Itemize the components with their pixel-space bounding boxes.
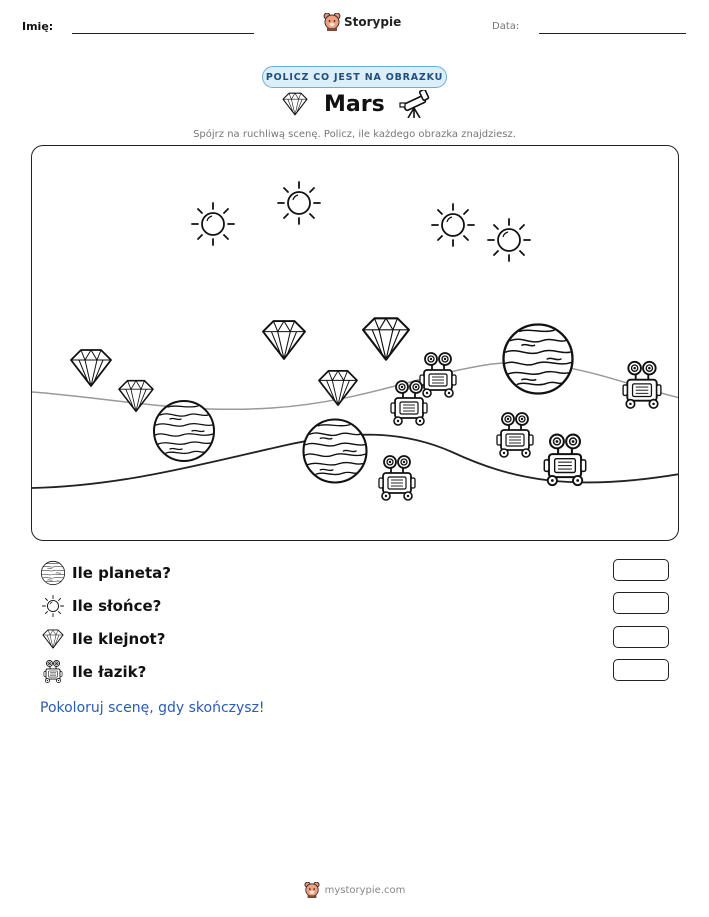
footer-url: mystorypie.com (324, 884, 406, 896)
coloring-instruction: Pokoloruj scenę, gdy skończysz! (40, 700, 265, 716)
counting-scene (31, 145, 679, 541)
telescope-icon (396, 90, 432, 118)
sun-icon (40, 593, 66, 619)
gem-icon (119, 381, 153, 412)
gem-icon (40, 626, 66, 652)
rover-icon (497, 413, 533, 457)
rover-icon (391, 381, 427, 425)
question-text: Ile klejnot? (72, 630, 166, 648)
brand-name: Storypie (344, 15, 402, 29)
question-sun (40, 593, 161, 619)
question-rover (40, 659, 146, 685)
gem-icon (363, 318, 409, 359)
bear-logo-icon (304, 882, 320, 898)
sun-icon (432, 204, 474, 246)
question-gem (40, 626, 165, 652)
rover-icon (379, 456, 415, 500)
name-input-line[interactable] (72, 33, 254, 34)
answer-box-gem[interactable] (613, 626, 669, 648)
gem-icon (319, 371, 357, 405)
date-input-line[interactable] (539, 33, 686, 34)
planet-icon (40, 560, 66, 586)
rover-icon (420, 353, 456, 397)
instructions-text: Spójrz na ruchliwą scenę. Policz, ile każdego obrazka znajdziesz. (193, 129, 516, 140)
question-text: Ile słońce? (72, 597, 162, 615)
page-title: Mars (324, 92, 385, 117)
name-label: Imię: (22, 20, 54, 33)
question-text: Ile łazik? (72, 663, 147, 681)
answer-box-sun[interactable] (613, 592, 669, 614)
bear-logo-icon (323, 13, 341, 31)
gem-icon (71, 350, 111, 386)
question-text: Ile planeta? (72, 564, 171, 582)
gem-icon (280, 92, 310, 116)
rover-icon (623, 362, 661, 408)
planet-icon (154, 401, 214, 461)
sun-icon (278, 182, 320, 224)
question-planet (40, 560, 171, 586)
footer (0, 882, 709, 898)
answer-box-planet[interactable] (613, 559, 669, 581)
sun-icon (192, 203, 234, 245)
brand-logo (323, 13, 401, 31)
rover-icon (40, 659, 66, 685)
rover-icon (544, 435, 585, 486)
activity-badge: POLICZ CO JEST NA OBRAZKU (262, 66, 447, 88)
sun-icon (488, 219, 530, 261)
gem-icon (263, 321, 305, 359)
answer-box-rover[interactable] (613, 659, 669, 681)
planet-icon (504, 325, 573, 394)
planet-icon (304, 420, 367, 483)
date-label: Data: (492, 21, 520, 32)
